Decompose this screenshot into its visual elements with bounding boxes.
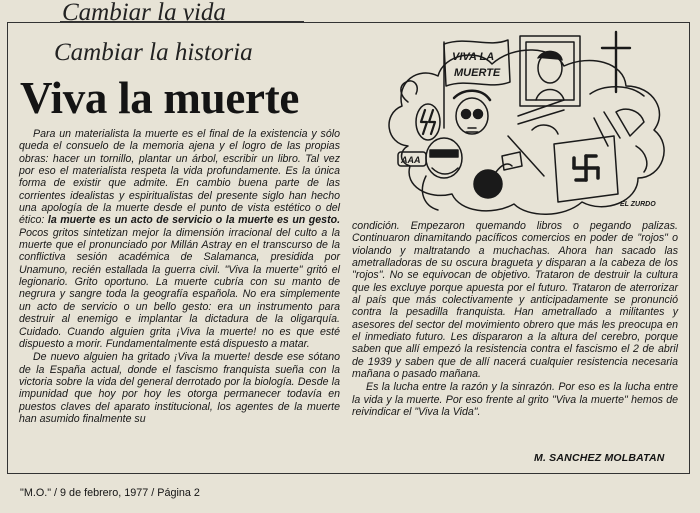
framed-portrait bbox=[520, 36, 580, 106]
banner-text-line1: VIVA LA bbox=[452, 51, 495, 63]
skull-icon bbox=[454, 91, 490, 134]
article-kicker: Cambiar la historia bbox=[54, 39, 253, 66]
author-signature: M. SANCHEZ MOLBATAN bbox=[534, 452, 665, 464]
article-column-right bbox=[352, 220, 678, 419]
paragraph-2 bbox=[19, 351, 340, 425]
banner-text-line2: MUERTE bbox=[454, 67, 501, 79]
cartoon-illustration bbox=[368, 26, 678, 218]
body-text: Para un materialista la muerte es el final de la existencia y sólo queda el consuelo de la memoria ajena y el logro de las propias obras: hacer un tornillo, plantar un árbol, escribir un libro. Tal vez por eso el materialista respeta la vida profundamente. Es la única forma de existir que admite. En cambio buena parte de las corrientes idealistas y espiritualistas del presente siglo han hecho una apología de la muerte desde el punto de vista estético o del ético: bbox=[19, 128, 340, 227]
paragraph-closing: Es la lucha entre la razón y la sinrazón. Por eso es la lucha entre la vida y la muerte. Por eso frente al grito "Viva la muerte" hemos de reivindicar el "Viva la Vida". bbox=[352, 381, 678, 419]
banner-flag bbox=[444, 40, 510, 86]
swastika-icon bbox=[574, 156, 598, 180]
cartoonist-signature: EL ZURDO bbox=[620, 201, 656, 208]
emphasis-text: la muerte es un acto de servicio o la muerte es un gesto. bbox=[47, 214, 341, 227]
section-header: Cambiar la vida bbox=[62, 0, 226, 26]
article-headline: Viva la muerte bbox=[20, 73, 300, 123]
article-column-left bbox=[19, 128, 340, 425]
paragraph-1 bbox=[19, 128, 340, 350]
bottle-label: AAA bbox=[401, 155, 421, 165]
body-text: Pocos gritos sintetizan mejor la dimensión irracional del culto a la muerte que el pronunciado por Millán Astray en el transcurso de la conflictiva sesión académica de Salamanca, presidida por Unamuno, recién estallada la guerra civil. "Viva la muerte" gritó el legionario. Grito oportuno. La muerte cubría con su manto de negrura y sangre toda la geografía española. No era simplemente un acto de servicio o un bello gesto: era un instrumento para destruir al enemigo e implantar la dictadura de la oligarquía. Cuidado. Cuando alguien grita ¡Viva la muerte! no es que esté dispuesto a morir. Fundamentalmente está dispuesto a matar. bbox=[19, 226, 340, 350]
paragraph-continued: condición. Empezaron quemando libros o pegando palizas. Continuaron dinamitando pacíficos comercios en poder de "rojos" o violando y maltratando a muchachas. Ahora han sacado las ametralladoras de su oscura bragueta y disparan a la cabeza de los "rojos". No se equivocan de objetivo. Trataron de destruir la cultura que les excluye porque apuesta por el futuro. Trataron de aterrorizar al país que más colectivamente y anticipadamente se pronunció contra la pesadilla franquista. Han ametrallado a militantes y asesores del sector del movimiento obrero que más les preocupa en el inmediato futuro. Les dispararon a la altura del cerebro, porque saben que allí empezó la resistencia contra el fascismo el 2 de abril de 1939 y saben que de allí nacerá cualquier resistencia necesaria mañana o pasado mañana. bbox=[352, 220, 678, 381]
body-text: De nuevo alguien ha gritado ¡Viva la muerte! desde ese sótano de la España actual, donde el fascismo franquista sueña con la victoria sobre la vida del general derrotado por la biología. Desde la impunidad que hoy por hoy les otorga permanecer todavía en puestos claves del aparato institucional, los agentes de la muerte han asumido finalmente su bbox=[19, 351, 340, 425]
ss-rune-icon bbox=[416, 104, 440, 140]
page-footer: "M.O." / 9 de febrero, 1977 / Página 2 bbox=[20, 487, 200, 499]
